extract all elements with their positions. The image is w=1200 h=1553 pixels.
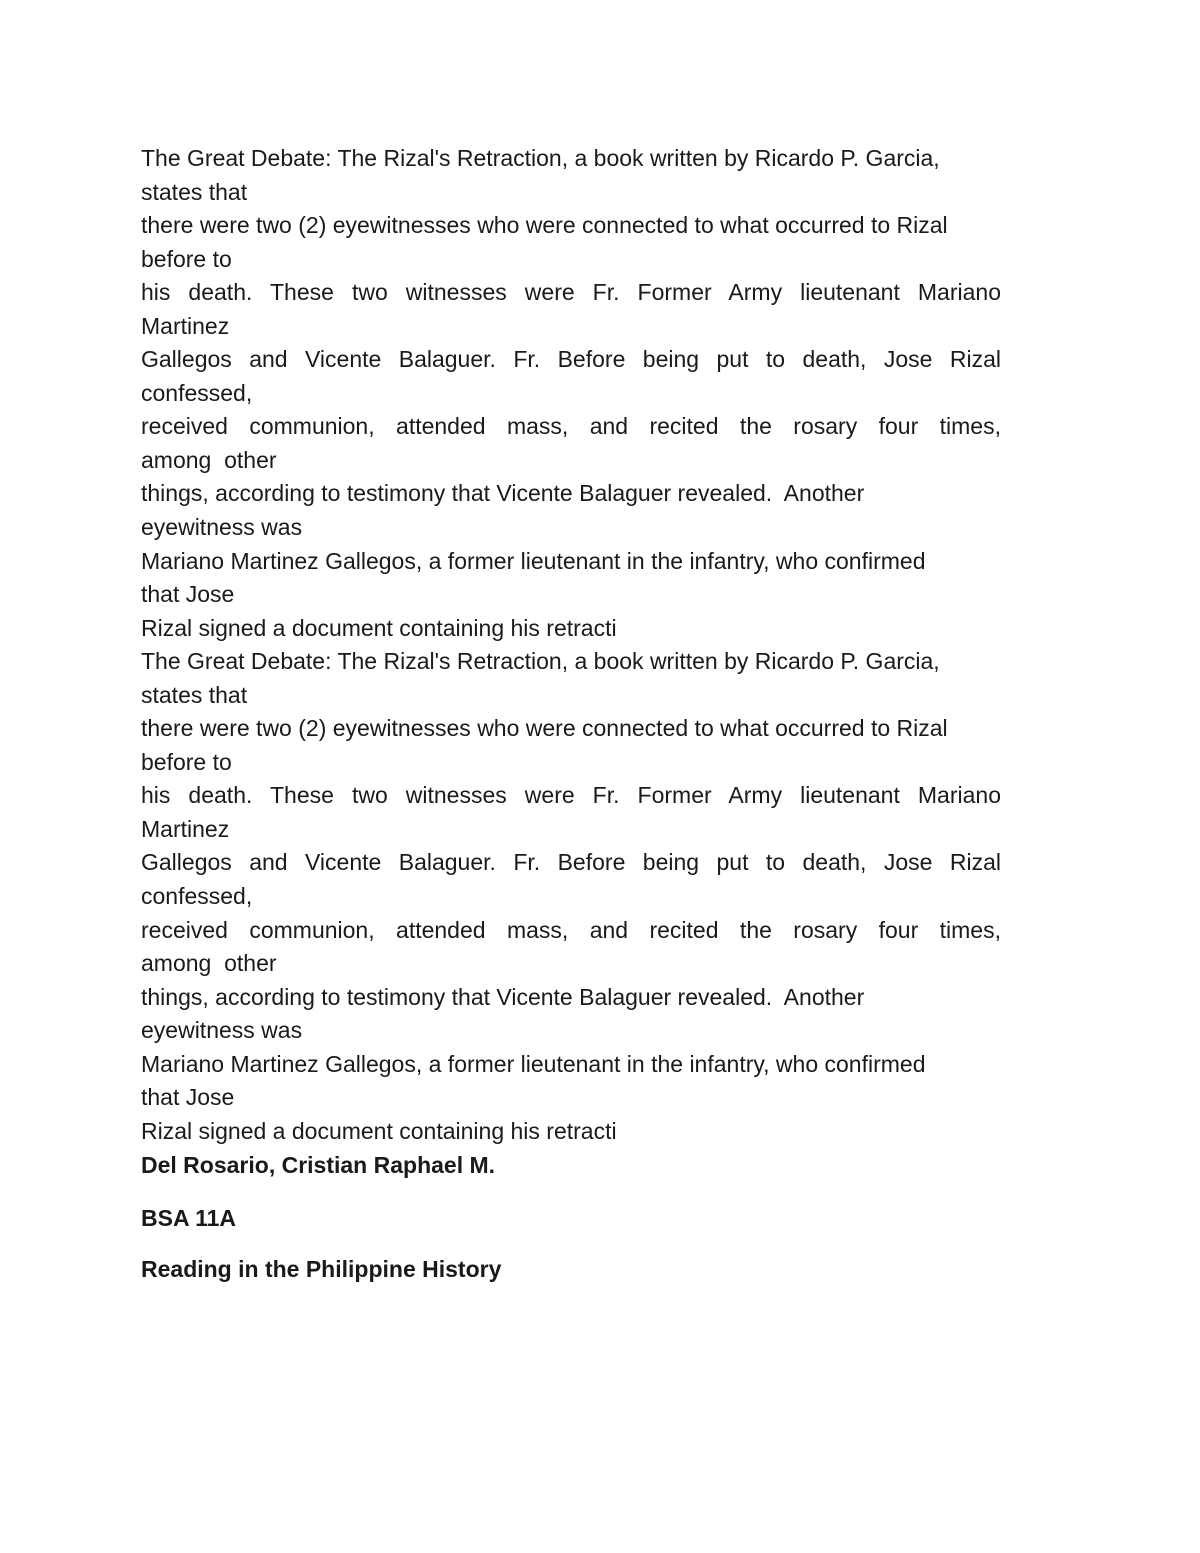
body-line: confessed,: [141, 379, 253, 406]
body-line: among other: [141, 446, 277, 473]
body-line: The Great Debate: The Rizal's Retraction, a book written by Ricardo P. Garcia,: [141, 648, 940, 675]
body-line: that Jose: [141, 1084, 235, 1111]
body-line: his death. These two witnesses were Fr. Former Army lieutenant Mariano: [141, 279, 1001, 306]
body-line: eyewitness was: [141, 514, 303, 541]
body-line: received communion, attended mass, and recited the rosary four times,: [141, 413, 1001, 440]
body-line: eyewitness was: [141, 1017, 303, 1044]
body-line: states that: [141, 681, 248, 708]
body-line: that Jose: [141, 581, 235, 608]
body-line: Gallegos and Vicente Balaguer. Fr. Before being put to death, Jose Rizal: [141, 346, 1001, 373]
body-line: things, according to testimony that Vicente Balaguer revealed. Another: [141, 480, 865, 507]
body-line: Martinez: [141, 815, 230, 842]
body-line: Martinez: [141, 312, 230, 339]
author-name: Del Rosario, Cristian Raphael M.: [141, 1152, 496, 1178]
body-line: before to: [141, 245, 232, 272]
body-line: before to: [141, 748, 232, 775]
body-line: among other: [141, 950, 277, 977]
body-line: received communion, attended mass, and recited the rosary four times,: [141, 916, 1001, 943]
body-line: states that: [141, 178, 248, 205]
body-line: Rizal signed a document containing his retracti: [141, 614, 617, 641]
body-line: things, according to testimony that Vicente Balaguer revealed. Another: [141, 983, 865, 1010]
body-line: Rizal signed a document containing his retracti: [141, 1117, 617, 1144]
body-line: there were two (2) eyewitnesses who were connected to what occurred to Rizal: [141, 715, 948, 742]
body-line: his death. These two witnesses were Fr. Former Army lieutenant Mariano: [141, 782, 1001, 809]
body-line: Gallegos and Vicente Balaguer. Fr. Before being put to death, Jose Rizal: [141, 849, 1001, 876]
body-line: Mariano Martinez Gallegos, a former lieutenant in the infantry, who confirmed: [141, 547, 926, 574]
body-line: confessed,: [141, 883, 253, 910]
body-text: [141, 142, 1041, 1148]
section-label: BSA 11A: [141, 1205, 237, 1231]
course-title: Reading in the Philippine History: [141, 1256, 502, 1282]
body-line: The Great Debate: The Rizal's Retraction, a book written by Ricardo P. Garcia,: [141, 145, 940, 171]
body-line: Mariano Martinez Gallegos, a former lieutenant in the infantry, who confirmed: [141, 1050, 926, 1077]
body-line: there were two (2) eyewitnesses who were connected to what occurred to Rizal: [141, 212, 948, 239]
